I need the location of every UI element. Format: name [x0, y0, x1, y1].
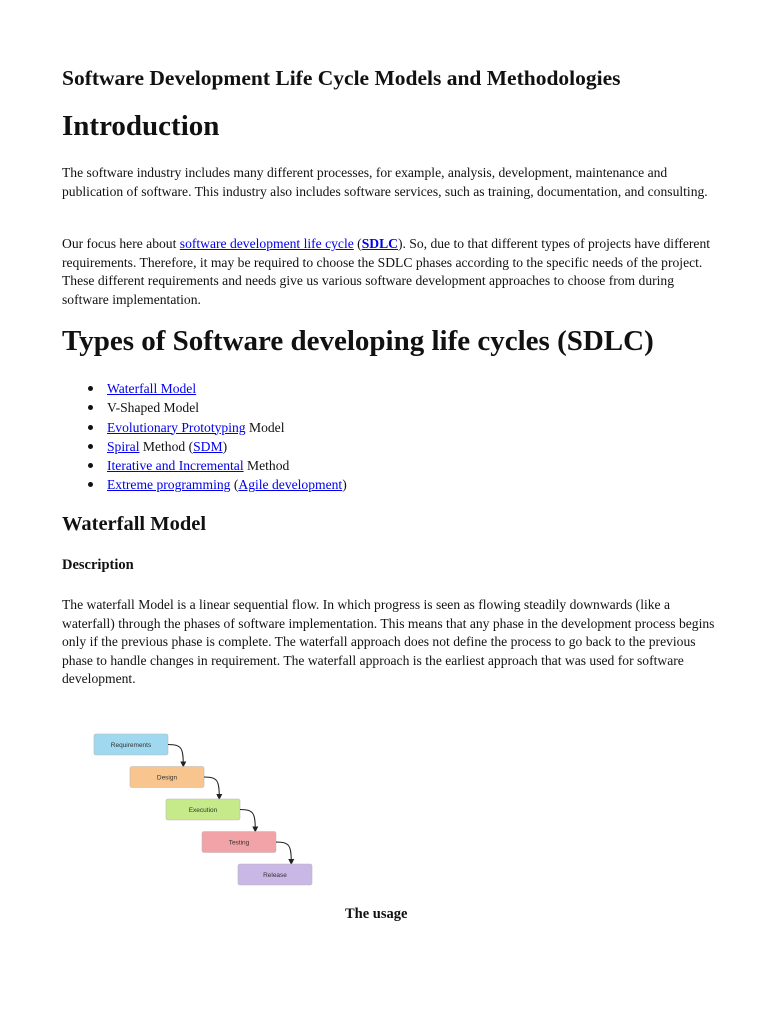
bullet-icon	[88, 444, 93, 449]
bullet-icon	[88, 482, 93, 487]
intro-p2-text-after: ). So, due to that different types of projects have different requirements. Therefore, it may be required to choose the SDLC phases according to the specific needs of the project. These different requirements and needs give us various software development approaches to choose from during software implementation.	[62, 236, 711, 307]
sdlc-full-link[interactable]: software development life cycle	[179, 236, 354, 251]
spiral-suffix: Method (	[139, 438, 194, 454]
extreme-suffix: (	[230, 477, 239, 493]
document-title: Software Development Life Cycle Models and Methodologies	[62, 66, 621, 90]
extreme-programming-link[interactable]: Extreme programming	[107, 477, 231, 493]
evolutionary-suffix: Model	[245, 419, 285, 435]
introduction-heading: Introduction	[62, 110, 220, 142]
sdm-link[interactable]: SDM	[193, 438, 223, 454]
waterfall-model-heading: Waterfall Model	[62, 513, 207, 535]
iterative-incremental-link[interactable]: Iterative and Incremental	[107, 458, 244, 474]
flow-arrow-icon	[276, 842, 291, 863]
extreme-close: )	[342, 477, 347, 493]
bullet-icon	[88, 386, 93, 391]
stage-label-testing: Testing	[228, 839, 250, 847]
stage-label-release: Release	[263, 871, 287, 879]
list-item-spiral	[62, 437, 347, 456]
intro-paragraph-2	[62, 235, 722, 309]
bullet-icon	[88, 405, 93, 410]
list-item-extreme	[62, 475, 347, 494]
waterfall-stages	[94, 734, 312, 885]
list-item-waterfall	[62, 379, 347, 398]
list-item-iterative	[62, 456, 347, 475]
bullet-icon	[88, 463, 93, 468]
waterfall-model-link[interactable]: Waterfall Model	[107, 381, 197, 396]
stage-label-requirements: Requirements	[110, 741, 152, 749]
stage-label-execution: Execution	[188, 806, 218, 814]
evolutionary-prototyping-link[interactable]: Evolutionary Prototyping	[107, 419, 246, 435]
sdlc-types-list	[62, 379, 347, 495]
intro-p2-paren: (	[353, 236, 362, 251]
agile-development-link[interactable]: Agile development	[238, 477, 343, 493]
flow-arrow-icon	[168, 745, 183, 766]
v-shaped-model-text: V-Shaped Model	[107, 400, 200, 416]
waterfall-diagram	[92, 728, 342, 893]
spiral-link[interactable]: Spiral	[107, 438, 140, 454]
bullet-icon	[88, 425, 93, 430]
intro-paragraph-1: The software industry includes many different processes, for example, analysis, development, maintenance and publication of software. This industry also includes software services, such as training, documentation, and consulting.	[62, 165, 708, 199]
sdlc-abbrev-link[interactable]: SDLC	[361, 236, 398, 251]
flow-arrow-icon	[204, 777, 219, 798]
list-item-v-shaped	[62, 398, 347, 417]
description-heading: Description	[62, 557, 134, 573]
iterative-suffix: Method	[243, 458, 290, 474]
list-item-evolutionary	[62, 418, 347, 437]
intro-p2-text-before: Our focus here about	[62, 236, 180, 251]
spiral-close: )	[222, 438, 228, 454]
flow-arrow-icon	[240, 810, 255, 831]
stage-label-design: Design	[156, 774, 178, 782]
types-heading: Types of Software developing life cycles (SDLC)	[62, 325, 654, 357]
usage-caption: The usage	[345, 906, 408, 922]
waterfall-description-paragraph: The waterfall Model is a linear sequential flow. In which progress is seen as flowing steadily downwards (like a waterfall) through the phases of software implementation. This means that any phase in the development process begins only if the previous phase is complete. The waterfall approach does not define the process to go back to the previous phase to handle changes in requirement. The waterfall approach is the earliest approach that was used for software development.	[62, 597, 715, 686]
